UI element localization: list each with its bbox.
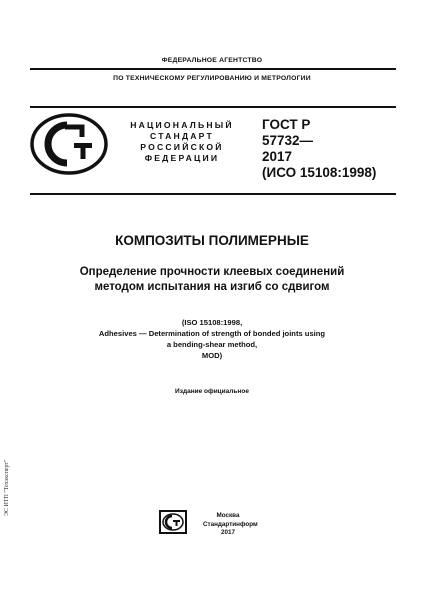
title-divider	[30, 193, 396, 195]
side-watermark-stamp: ЭС ИТП "Техэксперт"	[4, 459, 10, 516]
designation-line2: 57732—	[262, 133, 314, 148]
standard-label-line2: СТАНДАРТ	[150, 131, 214, 141]
agency-name-line2: ПО ТЕХНИЧЕСКОМУ РЕГУЛИРОВАНИЮ И МЕТРОЛОГИИ	[113, 75, 311, 82]
header-divider-top	[30, 68, 396, 70]
gost-r-mark-icon	[30, 113, 108, 175]
agency-name-line1: ФЕДЕРАЛЬНОЕ АГЕНТСТВО	[161, 57, 263, 64]
international-ref-line3: a bending-shear method,	[166, 340, 258, 349]
international-ref-line2: Adhesives — Determination of strength of bonded joints using	[98, 329, 326, 338]
international-ref-line1: (ISO 15108:1998,	[181, 318, 243, 327]
designation-line4: (ИСО 15108:1998)	[262, 165, 377, 180]
publisher-name: Стандартинформ	[203, 520, 258, 528]
international-ref-line4: MOD)	[201, 351, 223, 360]
document-subtitle-line1: Определение прочности клеевых соединений	[79, 266, 345, 278]
edition-label: Издание официальное	[175, 388, 249, 395]
standard-label-line4: ФЕДЕРАЦИИ	[144, 153, 220, 163]
designation-line3: 2017	[262, 149, 293, 164]
standartinform-logo-icon	[159, 510, 187, 534]
standard-label-line1: НАЦИОНАЛЬНЫЙ	[130, 120, 234, 130]
header-divider-bottom	[30, 106, 396, 108]
standard-label-line3: РОССИЙСКОЙ	[140, 142, 224, 152]
designation-line1: ГОСТ Р	[262, 117, 311, 132]
document-title: КОМПОЗИТЫ ПОЛИМЕРНЫЕ	[115, 233, 309, 248]
document-subtitle-line2: методом испытания на изгиб со сдвигом	[94, 281, 330, 293]
publisher-year: 2017	[220, 529, 235, 536]
publisher-city: Москва	[216, 512, 240, 519]
